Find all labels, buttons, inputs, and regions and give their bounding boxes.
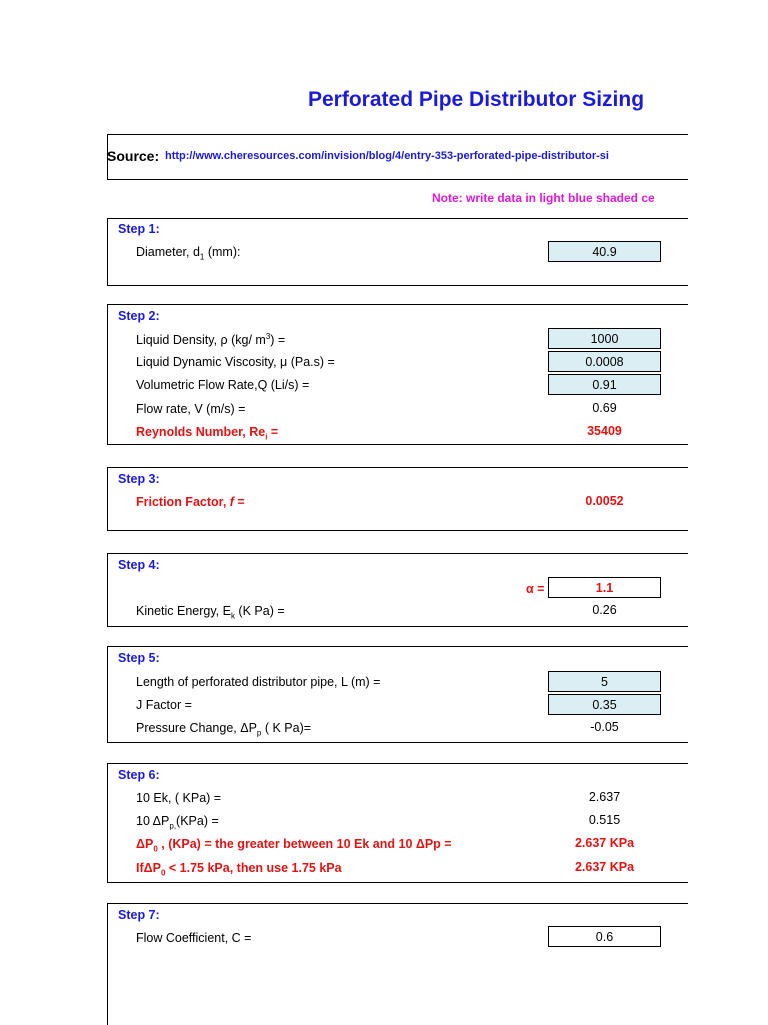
j-factor-label: J Factor = bbox=[136, 698, 192, 712]
flow-coefficient-label: Flow Coefficient, C = bbox=[136, 931, 252, 945]
ek10-value: 2.637 bbox=[588, 790, 621, 804]
velocity-label: Flow rate, V (m/s) = bbox=[136, 402, 246, 416]
alpha-input[interactable]: 1.1 bbox=[548, 577, 661, 598]
pressure-change-value: -0.05 bbox=[590, 720, 619, 734]
flowrate-input[interactable]: 0.91 bbox=[548, 374, 661, 395]
reynolds-label: Reynolds Number, $Re_i$ = bbox=[136, 425, 279, 442]
velocity-value: 0.69 bbox=[592, 401, 617, 415]
dp0-label: $\Delta P_0$ , (KPa) = the greater between 10 Ek and 10 ΔPp = bbox=[136, 837, 452, 854]
length-label: Length of perforated distributor pipe, L (m) = bbox=[136, 675, 381, 689]
viscosity-input[interactable]: 0.0008 bbox=[548, 351, 661, 372]
flow-coefficient-input[interactable]: 0.6 bbox=[548, 926, 661, 947]
step6-heading: Step 6: bbox=[118, 768, 160, 782]
alpha-label: α = bbox=[526, 582, 545, 596]
page-title: Perforated Pipe Distributor Sizing bbox=[308, 88, 645, 111]
density-input[interactable]: 1000 bbox=[548, 328, 661, 349]
friction-label: Friction Factor, f = bbox=[136, 495, 245, 509]
length-input[interactable]: 5 bbox=[548, 671, 661, 692]
j-factor-input[interactable]: 0.35 bbox=[548, 694, 661, 715]
kinetic-energy-label: Kinetic Energy, $E_k$ (K Pa) = bbox=[136, 604, 285, 621]
dpp10-label: 10 $\Delta P_{p,}(KPa)$ = bbox=[136, 814, 219, 831]
if-condition-value: 2.637 KPa bbox=[574, 860, 635, 874]
source-link[interactable]: http://www.cheresources.com/invision/blog/4/entry-353-perforated-pipe-distributor-si bbox=[165, 150, 609, 162]
density-label: Liquid Density, ρ (kg/ $m^3$) = bbox=[136, 332, 286, 348]
step5-heading: Step 5: bbox=[118, 651, 160, 665]
reynolds-value: 35409 bbox=[587, 424, 622, 438]
source-label: Source: bbox=[107, 148, 160, 164]
step2-heading: Step 2: bbox=[118, 309, 160, 323]
diameter-input[interactable]: 40.9 bbox=[548, 241, 661, 262]
ek10-label: 10 Ek, ( KPa) = bbox=[136, 791, 222, 805]
step3-heading: Step 3: bbox=[118, 472, 160, 486]
kinetic-energy-value: 0.26 bbox=[592, 603, 617, 617]
flowrate-label: Volumetric Flow Rate,Q (Li/s) = bbox=[136, 378, 310, 392]
dpp10-value: 0.515 bbox=[588, 813, 621, 827]
step7-box bbox=[107, 903, 688, 1025]
pressure-change-label: Pressure Change, $\Delta P_p$ ( K Pa)= bbox=[136, 721, 312, 738]
dp0-value: 2.637 KPa bbox=[574, 836, 635, 850]
if-condition-label: IfΔP$_0$ < 1.75 kPa, then use 1.75 kPa bbox=[136, 861, 342, 878]
diameter-label: Diameter, $d_1$ (mm): bbox=[136, 245, 241, 262]
step7-heading: Step 7: bbox=[118, 908, 160, 922]
viscosity-label: Liquid Dynamic Viscosity, μ (Pa.s) = bbox=[136, 355, 335, 369]
step1-heading: Step 1: bbox=[118, 222, 160, 236]
friction-value: 0.0052 bbox=[585, 494, 624, 508]
step4-heading: Step 4: bbox=[118, 558, 160, 572]
note-text: Note: write data in light blue shaded ce bbox=[432, 191, 655, 205]
